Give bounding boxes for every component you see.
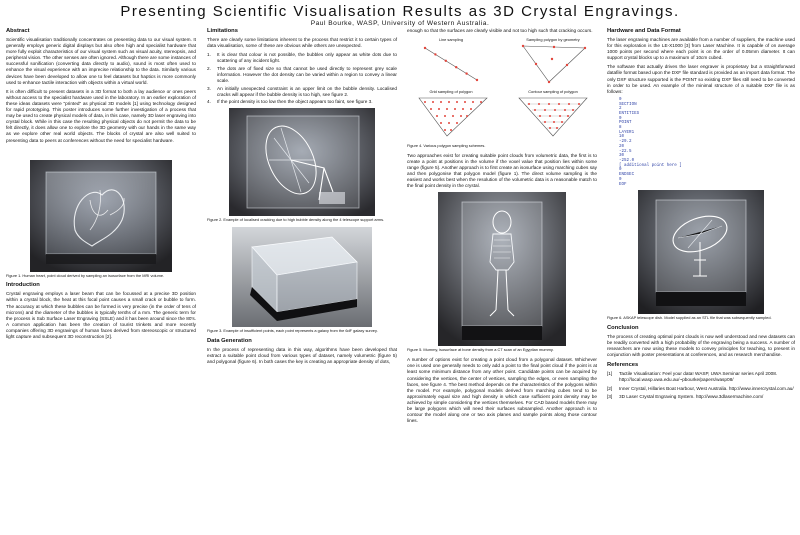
reference-item: [1] Tactile Visualisation: Feel your data! WASP, UWA Seminar series April 2008. http://local.wasp.uwa.edu.au/~pbourke/papers/wasp08/ [607, 371, 778, 383]
introduction-heading: Introduction [6, 282, 40, 289]
limitations-list [207, 52, 397, 105]
data-generation-continued: enough so that the surfaces are clearly visible and not too high such that cracking occurs. [407, 28, 593, 33]
limitations-heading: Limitations [207, 28, 238, 34]
dxf-line: -252.0 [619, 158, 635, 163]
dxf-line: SECTION [619, 102, 637, 107]
figure-1-heart-crystal-photo [30, 160, 172, 272]
dxf-line: EOF [619, 182, 627, 187]
dxf-line: LAYER1 [619, 130, 635, 135]
hardware-paragraph-2: The software that actually drives the laser engraver is proprietary but a straightforward datafile format based upon the DXF file standard is provided as an import data format. The only DXF structure supported is the POINT so existing DXF files still need to be converted in order to be used. An example of the minimal structure of a suitable DXF file is as follows: [607, 64, 795, 94]
dxf-line: 30 [619, 154, 625, 159]
data-generation-paragraph-1: In the process of representing data in this way, algorithms have been developed that extract a suitable point cloud from various types of dataset, namely volumetric (figure 5) and polygonal (figure 6). In both cases the key is creating an appropriate density of dots, [207, 347, 397, 365]
hardware-paragraph-1: The laser engraving machines are available from a number of suppliers, the machine used for this exploration is the LE-X1000 [3] from Laser Machine. It is capable of on average 1000 points per second where each point is on the order of 0.05mm diameter. It can support crystal blocks up to a maximum of 10cm cubed. [607, 37, 795, 61]
column-4 [607, 28, 795, 402]
poster-title: Presenting Scientific Visualisation Results as 3D Crystal Engravings. [120, 3, 680, 20]
figure-5-caption: Figure 5. Mummy, isosurface at bone density from a CT scan of an Egyptian mummy. [407, 347, 554, 353]
dxf-example-listing [619, 98, 795, 187]
conclusion-heading: Conclusion [607, 325, 639, 331]
figure-1-caption: Figure 1. Human heart, point cloud derived by sampling an isosurface from the MRI volume. [6, 272, 165, 278]
sampling-scheme-label: Grid sampling of polygon [429, 89, 473, 95]
column-1 [6, 28, 196, 343]
column-2 [207, 28, 397, 368]
abstract-paragraph-2: It is often difficult to present datasets in a 3D format to both a lay audience or ones peers without access to the specialist hardware used in the laboratory. In an earlier exploration of these ideas datasets were "printed" as physical 3D models [1] using technology designed for rapid prototyping. This poster introduces some further investigation of a process that may be used to create physical models of data, in this case, namely 3D laser engraving into crystal block. While in this case the resulting physical objects do not permit the data to be felt directly, it does allow one to explore the 3D geometry with our hands in the same way as we explore other real world objects. The blocks of crystal are also well suited to presenting data to peers at conferences without the need for specialist hardware. [6, 88, 196, 143]
limitations-list-item: 3. An initially unexpected constraint is an upper limit on the bubble density. Localised cracks will appear if the bubble density is too high, see figure 2. [207, 85, 397, 97]
dxf-line: 0 [619, 116, 622, 121]
sampling-scheme-label: Line sampling [438, 37, 463, 43]
dxf-line: 0 [619, 97, 622, 102]
limitations-list-item: 1. It is clear that colour is not possible, the bubbles only appear as white dots due to scattering of any incident light. [207, 52, 397, 64]
limitations-list-item: 4. If the point density is too low then the object appears too faint, see figure 3. [207, 99, 373, 105]
sampling-scheme-geometry [509, 37, 597, 86]
sampling-scheme-grid [407, 89, 495, 138]
dxf-line: -29.2 [619, 140, 632, 145]
references-heading: References [607, 362, 639, 369]
dxf-line: 2 [619, 107, 622, 112]
figure-3-caption: Figure 3. Example of insufficient points, each point represents a galaxy from the 6dF galaxy survey. [207, 328, 378, 334]
figure-6-caption: Figure 6. ASKAP telescope dish. Model supplied as an STL file that was subsequently sampled. [607, 315, 772, 321]
reference-item: [3] 3D Laser Crystal Engraving System. http://www.3dlasermachine.com/ [607, 393, 764, 399]
dxf-line: ENTITIES [619, 111, 640, 116]
figure-3-galaxy-crystal-photo [232, 227, 372, 327]
hardware-heading: Hardware and Data Format [607, 28, 681, 34]
volumetric-approaches-paragraph: Two approaches exist for creating suitable point clouds from volumetric data, the first is to create a point at positions in the volume if the voxel value that position lies within some range (figure 5). Another approach is to first create an isosurface using marching cubes say and then polygonise that polygon model (figure 1). The direct volume sampling is the easiest and works best when the resolution of the volumetric data is a reasonable match to the final point density in the crystal. [407, 152, 597, 189]
dxf-line: 0 [619, 177, 622, 182]
dxf-line: ENDSEC [619, 173, 635, 178]
figure-6-askap-crystal-photo [638, 190, 764, 314]
abstract-paragraph-1: Scientific visualisation traditionally concentrates on presenting data to our visual system. It generally employs generic digital displays but also often high and specialist hardware that more fully exploit characteristics of our visual system such as visual acuity, stereopsis, and peripheral vision. The other senses are often ignored. Although there are some instances of successful sonification (converting data directly to audio), sound is most often used to enhance the visual experience with an imprecise relationship to the data. Similarly various devices have been developed to allow one to feel datasets but haptics is more commonly used to enhance tactile interaction with objects within a virtual world. [6, 37, 196, 85]
data-generation-heading: Data Generation [207, 338, 252, 345]
poster-header [0, 0, 800, 27]
introduction-paragraph-1: Crystal engraving employs a laser beam that can be focussed at a precise 3D position within a crystal block, the heat at this focal point causes a small crack or bubble to form. The accuracy at which these bubbles can be formed is very precise (in the order of tens of microns) and the diameter of the bubbles is typically tenths of a mm. The generic term for the process is Sub Surface Laser Engraving (SSLE) and it has been around since the 80's. A common application has been the creation of tourist trinkets and more recently companies offering 3D engravings of human faces derived from stereoscopic or structured light capture and subsequent 3D reconstruction [2]. [6, 291, 196, 340]
grid-sampling-diagram [407, 94, 495, 138]
reference-item: [2] Inner Crystal, Hillaries Boat Harbour, West Australia. http://www.innercrystal.com.au/ [607, 385, 794, 391]
figure-2-telescope-crystal-photo [229, 108, 375, 216]
sampling-scheme-contour [509, 89, 597, 138]
line-sampling-diagram [407, 42, 495, 86]
sampling-scheme-line [407, 37, 495, 86]
dxf-line: 10 [619, 135, 625, 140]
figure-2-caption: Figure 2. Example of localised cracking due to high bubble density along the 4 telescope support arms. [207, 217, 385, 223]
dxf-line: 20 [619, 144, 625, 149]
references-list [607, 371, 795, 399]
conclusion-paragraph-1: The process of creating optimal point clouds is now well understood and new datasets can be readily converted with a high probability of the engraving being a success. A number of researchers are now using these models to convey principles for teaching, to present in conjunction with poster presentations at conferences, and as research merchandise. [607, 334, 795, 358]
dxf-line: POINT [619, 121, 632, 126]
column-3 [407, 28, 597, 427]
polygonal-options-paragraph: A number of options exist for creating a point cloud from a polygonal dataset. Whichever one is used one generally needs to only add a point to the final point cloud if the point is at least some minimum distance from any other point. Candidate points can be acquired by considering the vertices, the center of vertices, sampling the edges, or even sampling the faces, see figure 4. The best method depends on the characteristics of the polygons within the model. For example, polygonal models derived from marching cubes tend to be approximately equal size and high density in which case sufficient point density may be achieved by simple considering the vertices themselves. For CAD based models there may be large polygons which will need their surfaces subsampled. Another approach is to contour the model along one or two axis planes and sample points along those contour lines. [407, 357, 597, 424]
figure-4-caption: Figure 4. Various polygon sampling schemes. [407, 143, 486, 149]
geometry-sampling-diagram [509, 42, 597, 86]
dxf-line: 0 [619, 168, 622, 173]
dxf-line: 8 [619, 126, 622, 131]
contour-sampling-diagram [509, 94, 597, 138]
poster-authors: Paul Bourke, WASP, University of Western Australia. [310, 20, 490, 27]
dxf-line: [ additional point here ] [619, 163, 682, 168]
figure-5-mummy-crystal-photo [438, 192, 566, 346]
sampling-scheme-label: Contour sampling of polygon [528, 89, 578, 95]
abstract-heading: Abstract [6, 28, 30, 34]
figure-4-sampling-schemes [407, 37, 597, 141]
dxf-line: -22.5 [619, 149, 632, 154]
limitations-intro: There are clearly some limitations inherent to the process that restrict it to certain types of data visualisation, some of these are obvious while others are unexpected. [207, 37, 397, 49]
limitations-list-item: 2. The dots are of fixed size so that cannot be used directly to represent grey scale information. However the dot density can be varied within a region to convey a linear scale. [207, 65, 397, 84]
sampling-scheme-label: Sampling polygon by geometry [526, 37, 580, 43]
